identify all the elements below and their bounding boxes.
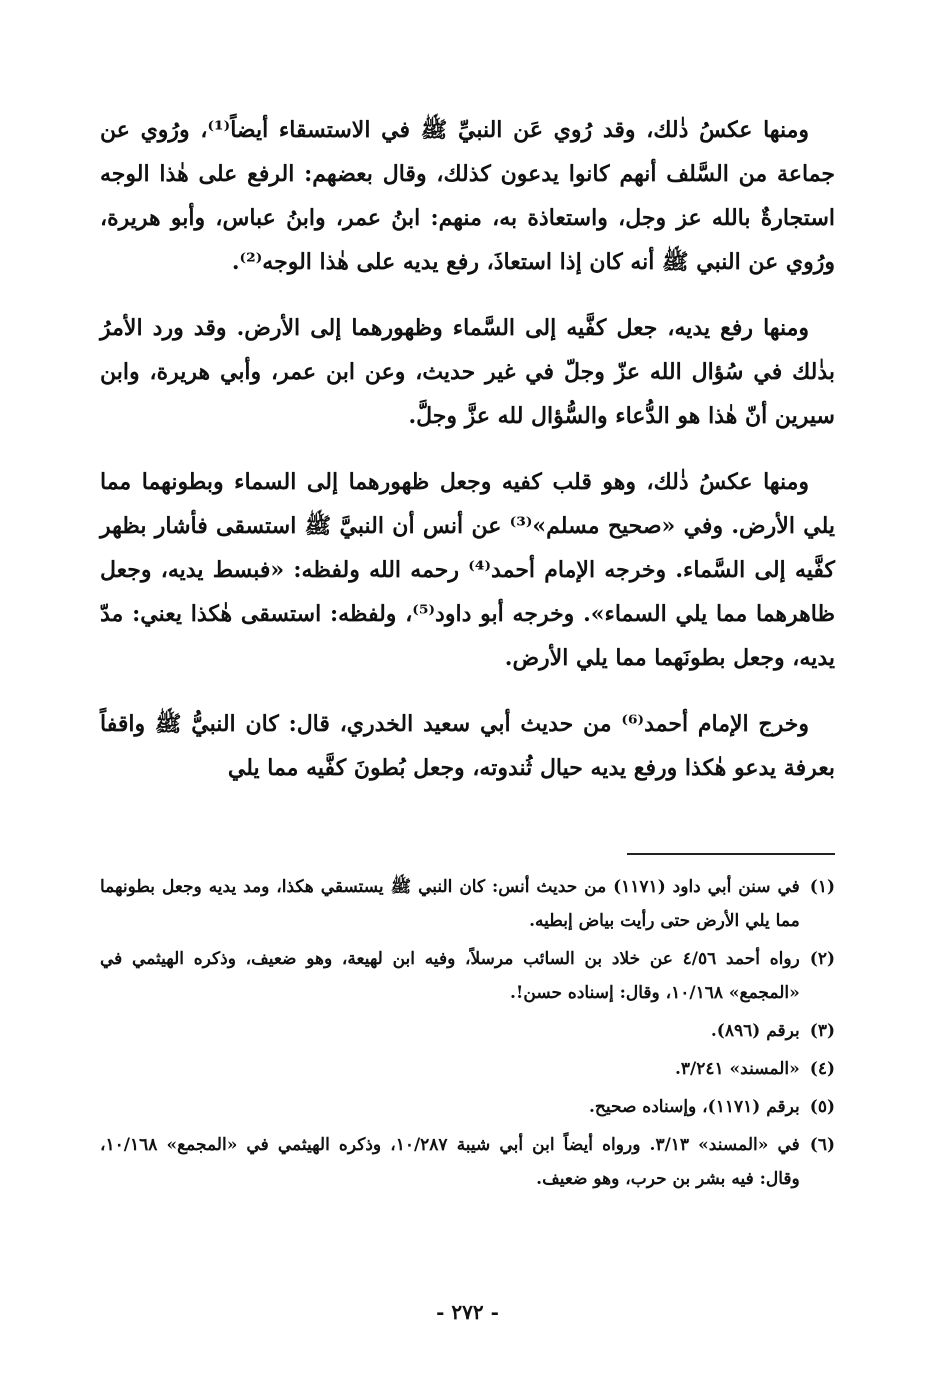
footnote-number: (٢) [809, 949, 835, 969]
footnote-number: (١) [809, 877, 835, 897]
paragraph: وخرج الإمام أحمد⁽⁶⁾ من حديث أبي سعيد الخدري، قال: كان النبيُّ ﷺ واقفاً بعرفة يدعو هٰكذا ورفع يديه حيال ثُندوته، وجعل بُطونَ كفَّيه مما يلي [100, 711, 835, 781]
footnote [100, 942, 835, 1010]
footnote-text: في «المسند» ٣/١٣. ورواه أيضاً ابن أبي شيبة ١٠/٢٨٧، وذكره الهيثمي في «المجمع» ١٠/١٦٨، وقال: فيه بشر بن حرب، وهو ضعيف. [100, 1135, 800, 1189]
footnote-text: «المسند» ٣/٢٤١. [674, 1059, 800, 1079]
footnote-number: (٤) [809, 1059, 835, 1079]
footnotes [100, 870, 835, 1200]
footnote [100, 1052, 835, 1086]
paragraph: ومنها عكسُ ذٰلك، وقد رُوي عَن النبيِّ ﷺ في الاستسقاء أيضاً⁽¹⁾، ورُوي عن جماعة من السَّلف أنهم كانوا يدعون كذلك، وقال بعضهم: الرفع على هٰذا الوجه استجارةٌ بالله عز وجل، واستعاذة به، منهم: ابنُ عمر، وابنُ عباس، وأبو هريرة، ورُوي عن النبي ﷺ أنه كان إذا استعاذَ، رفع يديه على هٰذا الوجه⁽²⁾. [100, 117, 835, 275]
footnote-text: برقم (٨٩٦). [710, 1021, 800, 1041]
footnote [100, 870, 835, 938]
footnote-number: (٣) [809, 1021, 835, 1041]
footnote-text: برقم (١١٧١)، وإسناده صحيح. [588, 1097, 800, 1117]
paragraph: ومنها رفع يديه، جعل كفَّيه إلى السَّماء وظهورهما إلى الأرض. وقد ورد الأمرُ بذٰلك في سُؤال الله عزّ وجلّ في غير حديث، وعن ابن عمر، وأبي هريرة، وابن سيرين أنّ هٰذا هو الدُّعاء والسُّؤال لله عزَّ وجلَّ. [100, 315, 835, 429]
footnote-separator [627, 853, 835, 855]
footnote-number: (٦) [809, 1135, 835, 1155]
footnote [100, 1014, 835, 1048]
footnote-number: (٥) [809, 1097, 835, 1117]
footnote-text: رواه أحمد ٤/٥٦ عن خلاد بن السائب مرسلاً، وفيه ابن لهيعة، وهو ضعيف، وذكره الهيثمي في «المجمع» ١٠/١٦٨، وقال: إسناده حسن!. [100, 949, 800, 1003]
footnote [100, 1128, 835, 1196]
main-text [100, 108, 835, 790]
page-number: - ٢٧٢ - [436, 1300, 499, 1324]
footnote-text: في سنن أبي داود (١١٧١) من حديث أنس: كان النبي ﷺ يستسقي هكذا، ومد يديه وجعل بطونهما مما يلي الأرض حتى رأيت بياض إبطيه. [100, 877, 800, 931]
paragraph: ومنها عكسُ ذٰلك، وهو قلب كفيه وجعل ظهورهما إلى السماء وبطونهما مما يلي الأرض. وفي «صحيح مسلم»⁽³⁾ عن أنس أن النبيَّ ﷺ استسقى فأشار بظهر كفَّيه إلى السَّماء. وخرجه الإمام أحمد⁽⁴⁾ رحمه الله ولفظه: «فبسط يديه، وجعل ظاهرهما مما يلي السماء». وخرجه أبو داود⁽⁵⁾، ولفظه: استسقى هٰكذا يعني: مدّ يديه، وجعل بطونَهما مما يلي الأرض. [100, 469, 835, 671]
footnote [100, 1090, 835, 1124]
